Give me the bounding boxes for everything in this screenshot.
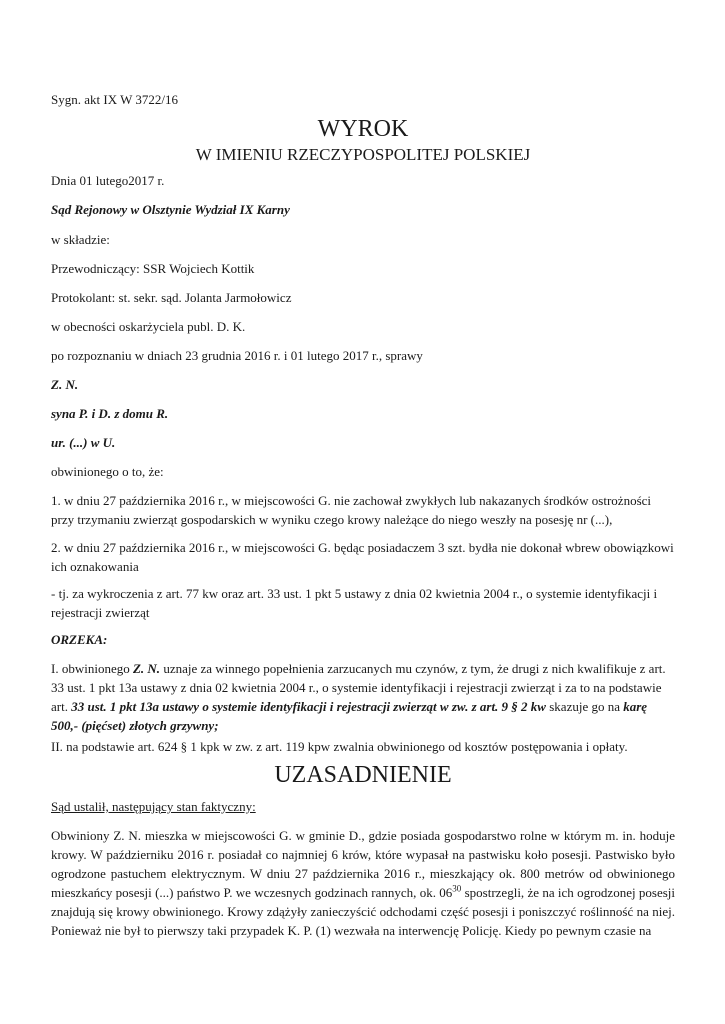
verdict-date: Dnia 01 lutego2017 r. [51,173,165,188]
verdict-point-1-text-b: uznaje za winnego popełnienia zarzucanych mu czynów, z tym, że drugi z nich kwalifikuje z art. 33 ust. 1 pkt 13a ustawy z dnia 02 kwietnia 2004 r., o systemie identyfikacji i rejestracji zwierząt i za to na podstawie art. [51,661,666,714]
verdict-heading: ORZEKA: [51,632,108,647]
charged-intro: obwinionego o to, że: [51,464,164,479]
charge-1: 1. w dniu 27 października 2016 r., w miejscowości G. nie zachował zwykłych lub nakazanych środków ostrożności przy trzymaniu zwierząt gospodarskich w wyniku czego krowy należące do niego weszły na posesję nr (...), [51,493,652,527]
composition-label: w składzie: [51,232,110,247]
verdict-point-1-defendant: Z. N. [132,661,161,676]
defendant-name: Z. N. [51,377,79,392]
court-name: Sąd Rejonowy w Olsztynie Wydział IX Karny [51,202,290,217]
defendant-parents: syna P. i D. z domu R. [51,406,169,421]
justification-heading: UZASADNIENIE [274,762,452,788]
document-title: WYROK [317,116,409,142]
verdict-point-1-text-c: skazuje go na [545,699,624,714]
prosecutor-presence: w obecności oskarżyciela publ. D. K. [51,319,246,334]
verdict-point-2: II. na podstawie art. 624 § 1 kpk w zw. z art. 119 kpw zwalnia obwinionego od kosztów postępowania i opłaty. [51,739,628,754]
facts-text-b: spostrzegli, że na ich ogrodzonej posesji znajdują się krowy obwinionego. Krowy zdążyły zanieczyścić odchodami część posesji i poniszczyć roślinność na niej. Ponieważ nie był to pierwszy taki przypadek K. P. (1) wezwała na interwencję Policję. Kiedy po pewnym czasie na [51,885,675,938]
facts-time-superscript: 30 [452,883,462,894]
presiding-judge: Przewodniczący: SSR Wojciech Kottik [51,261,255,276]
facts-heading: Sąd ustalił, następujący stan faktyczny: [51,799,256,814]
facts-text-a: Obwiniony Z. N. mieszka w miejscowości G. w gminie D., gdzie posiada gospodarstwo rolne w którym m. in. hoduje krowy. W październiku 2016 r. posiadał co najmniej 6 krów, które wypasał na pastwisku koło posesji. Pastwisko było ogrodzone pastuchem elektrycznym. W dniu 27 października 2016 r., mieszkający ok. 800 metrów od obwinionego mieszkańcy posesji (...) państwo P. we wczesnych godzinach rannych, ok. 06 [51,828,675,900]
verdict-point-1-legal-basis: 33 ust. 1 pkt 13a ustawy o systemie identyfikacji i rejestracji zwierząt w zw. z art. 9 § 2 kw [71,699,546,714]
verdict-point-1-fine: karę 500,- (pięćset) złotych grzywny; [51,699,648,733]
document-subtitle: W IMIENIU RZECZYPOSPOLITEJ POLSKIEJ [195,145,531,164]
case-number: Sygn. akt IX W 3722/16 [51,92,178,107]
charge-2: 2. w dniu 27 października 2016 r., w miejscowości G. będąc posiadaczem 3 szt. bydła nie dokonał wbrew obowiązkowi ich oznakowania [51,540,674,574]
charge-qualification: - tj. za wykroczenia z art. 77 kw oraz art. 33 ust. 1 pkt 5 ustawy z dnia 02 kwietnia 2004 r., o systemie identyfikacji i rejestracji zwierząt [51,586,658,620]
verdict-point-1 [51,659,675,735]
hearing-dates: po rozpoznaniu w dniach 23 grudnia 2016 r. i 01 lutego 2017 r., sprawy [51,348,423,363]
court-clerk: Protokolant: st. sekr. sąd. Jolanta Jarmołowicz [51,290,292,305]
verdict-point-1-text-a: I. obwinionego [51,661,133,676]
facts-paragraph [51,826,675,940]
defendant-birth: ur. (...) w U. [51,435,116,450]
